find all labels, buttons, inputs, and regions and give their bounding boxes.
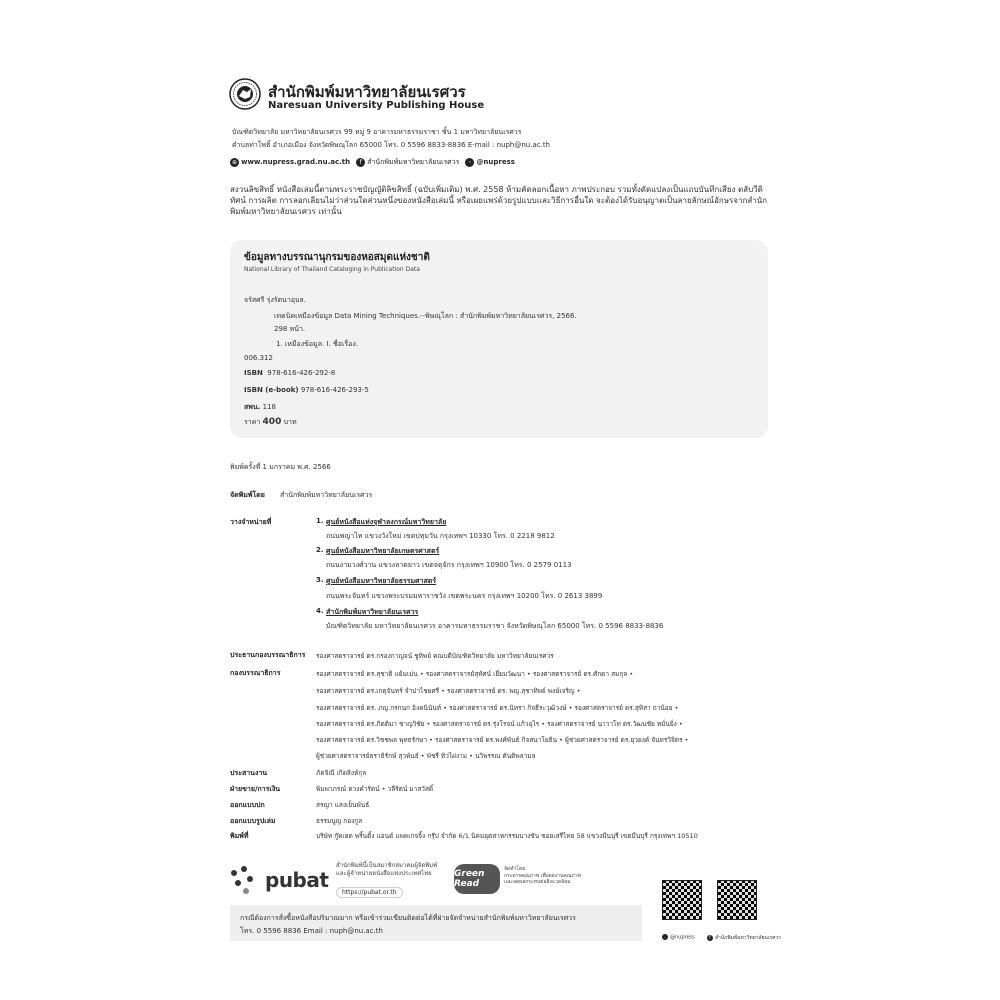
distributor-name: สำนักพิมพ์มหาวิทยาลัยนเรศวร — [326, 608, 419, 616]
line-link[interactable]: ◦ @nupress — [465, 158, 515, 167]
distributor-number: 1. — [316, 517, 324, 525]
cataloging-data-box — [230, 240, 768, 438]
editor-chair-label: ประธานกองบรรณาธิการ — [230, 651, 306, 659]
copyright-notice: สงวนลิขสิทธิ์ หนังสือเล่มนี้ตามพระราชบัญญัติลิขสิทธิ์ (ฉบับเพิ่มเติม) พ.ศ. 2558 ห้ามคัดลอกเนื้อหา ภาพประกอบ รวมทั้งดัดแปลงเป็นแถบบันทึกเสียง ตลับวีดิทัศน์ การผลิต การลอกเลียนไม่ว่าส่วนใดส่วนหนึ่งของหนังสือเล่มนี้ หรือเผยแพร่ด้วยรูปแบบและวิธีการอื่นใด จะต้องได้รับอนุญาตเป็นลายลักษณ์อักษรจากสำนักพิมพ์มหาวิทยาลัยนเรศวร เท่านั้น — [230, 185, 768, 216]
editorial-board-line: ผู้ช่วยศาสตราจารย์ธราธิรักษ์ สุวพันธ์ • พัชรี ทิวไผ่งาม • นวิพรรณ ตันติพลามล — [316, 752, 536, 760]
facebook-icon: f — [356, 158, 365, 167]
distributor-name: ศูนย์หนังสือแห่งจุฬาลงกรณ์มหาวิทยาลัย — [326, 518, 447, 526]
line-icon: ◦ — [663, 934, 667, 940]
distributor-address: ถนนพญาไท แขวงวังใหม่ เขตปทุมวัน กรุงเทพฯ 10330 โทร. 0 2218 9812 — [326, 532, 555, 540]
layout-design-value: ธรรมนูญ กองกูล — [316, 817, 363, 825]
catalog-pages: 298 หน้า. — [274, 325, 306, 333]
facebook-link[interactable]: f สำนักพิมพ์มหาวิทยาลัยนเรศวร — [356, 157, 459, 168]
publisher-name-thai: สำนักพิมพ์มหาวิทยาลัยนเรศวร — [268, 83, 466, 101]
first-print-date: พิมพ์ครั้งที่ 1 มกราคม พ.ศ. 2566 — [230, 463, 331, 471]
distributor-name: ศูนย์หนังสือมหาวิทยาลัยธรรมศาสตร์ — [326, 577, 437, 585]
facebook-icon: f — [707, 935, 713, 941]
coordinator-label: ประสานงาน — [230, 769, 268, 777]
editorial-board-label: กองบรรณาธิการ — [230, 669, 281, 677]
distributor-number: 4. — [316, 607, 324, 615]
editorial-board-line: รองศาสตราจารย์ ดร.ภิตติมา ชาญวิชัย • รองศาสตราจารย์ ดร.รุ่งโรจน์ แก้วอุไร • รองศาสตราจารย์ นาวาโท ดร.วัฒนชัย หมั่นยิ่ง • — [316, 720, 683, 728]
social-links — [230, 157, 515, 168]
editorial-board-line: รองศาสตราจารย์ ดร.วิชชพล พุทธรักษา • รองศาสตราจารย์ ดร.พงศ์พันธ์ กิจสนาโยธิน • ผู้ช่วยศาสตราจารย์ ดร.ยุวยงค์ จันทรวิจิตร • — [316, 736, 689, 744]
distributor-number: 2. — [316, 546, 324, 554]
distributors-label: วางจำหน่ายที่ — [230, 518, 272, 526]
distributor-number: 3. — [316, 576, 324, 584]
published-by-label: จัดพิมพ์โดย — [230, 491, 265, 499]
pubat-wordmark: pubat — [265, 868, 329, 892]
pubat-logo — [231, 866, 328, 894]
printer-value: บริษัท กู๊ดเฮด พริ้นติ้ง แอนด์ แพคเกจจิ้ง กรุ๊ป จำกัด 6/1 นิคมอุตสาหกรรมบางชัน ซอยเสรีไทย 58 แขวงมีนบุรี เขตมีนบุรี กรุงเทพฯ 10510 — [316, 832, 698, 840]
globe-icon: ⊕ — [231, 159, 238, 166]
catalog-isbn: ISBN 978-616-426-292-8 — [244, 369, 336, 377]
qr-code-icon — [717, 880, 757, 920]
editorial-board-line: รองศาสตราจารย์ ดร.เกตุจันทร์ จำปาไชยศรี • รองศาสตราจารย์ ดร. พญ.สุชาทิพย์ พงษ์เจริญ • — [316, 687, 581, 695]
catalog-title-entry: เทคนิคเหมืองข้อมูล Data Mining Techniques.--พิษณุโลก : สำนักพิมพ์มหาวิทยาลัยนเรศวร, 2566. — [274, 312, 577, 320]
distributor-address: ถนนงามวงศ์วาน แขวงลาดยาว เขตจตุจักร กรุงเทพฯ 10900 โทร. 0 2579 0113 — [326, 561, 572, 569]
distributor-address: ถนนพระจันทร์ แขวงพระบรมมหาราชวัง เขตพระนคร กรุงเทพฯ 10200 โทร. 0 2613 3899 — [326, 592, 603, 600]
pubat-description: สำนักพิมพ์นี้เป็นสมาชิกสมาคมผู้จัดพิมพ์ และผู้จำหน่ายหนังสือแห่งประเทศไทย — [336, 862, 438, 877]
catalog-call-number: 006.312 — [244, 354, 273, 362]
green-read-description: จัดทำโดย กระดาษคุณภาพ เพื่อผลงานคุณภาพ และลดผลกระทบต่อสิ่งแวดล้อม — [504, 866, 581, 885]
catalog-snp: สพน. 118 — [244, 403, 276, 411]
publisher-name-english: Naresuan University Publishing House — [268, 100, 485, 111]
sales-value: พิมพาภรณ์ ดวงคำรัตน์ • วลีรัตน์ มาสวัสดิ์ — [316, 785, 434, 793]
qr-code-icon — [662, 880, 702, 920]
catalog-subtitle: National Library of Thailand Cataloging in Publication Data — [244, 266, 420, 273]
cover-design-label: ออกแบบปก — [230, 801, 265, 809]
layout-design-label: ออกแบบรูปเล่ม — [230, 817, 276, 825]
qr-code-facebook[interactable] — [717, 880, 757, 920]
publisher-address-line2: ตำบลท่าโพธิ์ อำเภอเมือง จังหวัดพิษณุโลก 65000 โทร. 0 5596 8833-8836 E-mail : nuph@nu.ac.th — [232, 141, 550, 149]
catalog-price: ราคา 400 บาท — [244, 417, 297, 427]
catalog-isbn-ebook: ISBN (e-book) 978-616-426-293-5 — [244, 386, 369, 394]
published-by-value: สำนักพิมพ์มหาวิทยาลัยนเรศวร — [280, 491, 373, 499]
university-seal-logo — [229, 78, 261, 110]
distributor-address: บัณฑิตวิทยาลัย มหาวิทยาลัยนเรศวร อาคารมหาธรรมราชา จังหวัดพิษณุโลก 65000 โทร. 0 5596 8833-8836 — [326, 622, 664, 630]
pubat-url-link[interactable]: https://pubat.or.th — [336, 887, 403, 898]
editorial-board-line: รองศาสตราจารย์ ดร. ภญ.กรกนก อิงคนินันท์ • รองศาสตราจารย์ ดร.นิทรา กิจธีระวุฒิวงษ์ • รองศาสตราจารย์ ดร.สุทิสา ถาน้อย • — [316, 704, 679, 712]
qr-facebook-label: f สำนักพิมพ์มหาวิทยาลัยนเรศวร — [707, 934, 781, 942]
catalog-title: ข้อมูลทางบรรณานุกรมของหอสมุดแห่งชาติ — [244, 252, 430, 263]
distributor-name: ศูนย์หนังสือมหาวิทยาลัยเกษตรศาสตร์ — [326, 547, 440, 555]
sales-label: ฝ่ายขาย/การเงิน — [230, 785, 281, 793]
bulk-order-contact-box — [230, 905, 642, 941]
pubat-dots-icon — [231, 866, 259, 894]
editorial-board-line: รองศาสตราจารย์ ดร.สุชาติ แย้มเม่น • รองศาสตราจารย์สุทัศน์ เยี่ยมวัฒนา • รองศาสตราจารย์ ดร.ศักดา สมกุล • — [316, 670, 634, 678]
qr-line-label: ◦ @nupress — [663, 934, 695, 941]
publisher-address-line1: บัณฑิตวิทยาลัย มหาวิทยาลัยนเรศวร 99 หมู่ 9 อาคารมหาธรรมราชา ชั้น 1 มหาวิทยาลัยนเรศวร — [232, 128, 522, 136]
editor-chair-value: รองศาสตราจารย์ ดร.กรองกาญจน์ ชูทิพย์ คณบดีบัณฑิตวิทยาลัย มหาวิทยาลัยนเรศวร — [316, 652, 554, 660]
bulk-order-contact: โทร. 0 5596 8836 Email : nuph@nu.ac.th — [240, 927, 383, 935]
catalog-author: จรัสศรี รุ่งรัตนาอุบล. — [244, 296, 306, 304]
qr-code-line[interactable] — [662, 880, 702, 920]
coordinator-value: ภัคจิณี เกิดสิงห์กุล — [316, 769, 367, 777]
line-icon: ◦ — [465, 158, 474, 167]
catalog-subjects: 1. เหมืองข้อมูล. I. ชื่อเรื่อง. — [276, 340, 358, 348]
cover-design-value: สรญา แสงเย็นพันธ์ — [316, 801, 370, 809]
bulk-order-text: กรณีต้องการสั่งซื้อหนังสือปริมาณมาก หรือเข้าร่วมเขียนติดต่อได้ที่ฝ่ายจัดจำหน่ายสำนักพิมพ์มหาวิทยาลัยนเรศวร — [240, 914, 576, 922]
website-link[interactable]: ⊕ www.nupress.grad.nu.ac.th — [231, 158, 351, 166]
green-read-logo: Green Read — [454, 864, 500, 894]
printer-label: พิมพ์ที่ — [230, 832, 249, 840]
